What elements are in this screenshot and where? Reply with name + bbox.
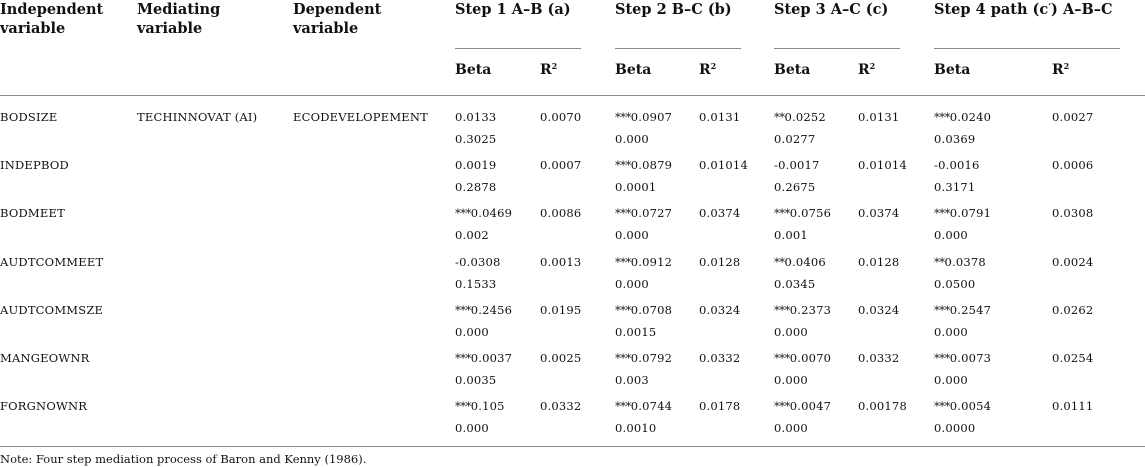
beta-cell [615,255,672,269]
p-value: 0.000 [615,276,649,291]
r-squared-value: 0.0131 [699,110,741,124]
significance-stars: *** [934,351,950,365]
subheader-beta-4: Beta [934,62,971,78]
p-value: 0.003 [615,373,649,387]
r-squared-value: 0.0262 [1052,302,1094,317]
p-value: 0.3025 [455,132,497,146]
p-value: 0.000 [455,421,489,436]
beta-value: 0.0252 [784,110,826,124]
r-label: R [1052,62,1064,78]
r-squared-value: 0.0195 [540,302,582,317]
p-value: 0.0015 [615,324,657,339]
beta-value: 0.0378 [944,254,986,269]
row-independent-variable: FORGNOWNR [0,399,88,414]
header-step-1: Step 1 A–B (a) [455,1,571,18]
beta-cell [934,206,991,220]
header-step-4-prime: ’ [1048,1,1052,11]
beta-cell [934,110,991,124]
beta-cell [615,351,672,365]
significance-stars: *** [615,206,631,221]
beta-value: 0.0469 [470,206,513,221]
r-squared-value: 0.0374 [699,206,741,221]
subheader-r2-4 [1052,62,1069,78]
beta-cell [615,110,672,124]
r-sup: 2 [551,61,558,71]
r-squared-value: 0.0070 [540,110,582,124]
beta-cell [455,351,512,365]
r-squared-value: 0.0324 [699,302,741,317]
significance-stars: *** [774,399,790,414]
beta-value: 0.0054 [949,399,992,414]
p-value: 0.0010 [615,421,657,436]
p-value: 0.1533 [455,276,497,291]
p-value: 0.000 [774,324,808,339]
r-label: R [858,62,870,78]
beta-cell [455,303,512,317]
header-independent-variable [0,0,120,38]
significance-stars: *** [934,110,950,124]
significance-stars: *** [615,110,631,124]
p-value: 0.001 [774,228,808,243]
beta-value: 0.0037 [470,351,513,365]
subheader-beta-2: Beta [615,62,652,78]
beta-cell [774,206,831,220]
beta-value: -0.0017 [774,158,820,173]
beta-value: 0.105 [470,399,505,414]
p-value: 0.000 [774,421,808,436]
header-mediating-variable: Mediating variable [137,1,221,37]
beta-value: 0.2456 [470,302,513,317]
beta-value: 0.0792 [630,351,673,365]
beta-cell [615,303,672,317]
header-step-4 [934,0,1113,19]
beta-cell [774,110,826,124]
beta-value: 0.0912 [630,254,673,269]
significance-stars: *** [455,302,471,317]
subheader-beta-1: Beta [455,62,492,78]
beta-cell [774,399,831,413]
row-mediating-variable: TECHINNOVAT (AI) [137,110,258,124]
p-value: 0.000 [934,324,968,339]
significance-stars: *** [615,254,631,269]
significance-stars: *** [774,351,790,365]
r-squared-value: 0.0086 [540,206,582,221]
significance-stars: *** [774,302,790,317]
beta-cell [934,255,986,269]
beta-value: 0.0744 [630,399,673,414]
header-independent-line: Independent variable [0,1,104,37]
r-squared-value: 0.0254 [1052,351,1094,365]
row-independent-variable: INDEPBOD [0,158,69,173]
r-squared-value: 0.0308 [1052,206,1094,221]
r-label: R [540,62,552,78]
header-step-2: Step 2 B–C (b) [615,1,732,18]
p-value: 0.0345 [774,276,816,291]
p-value: 0.0277 [774,132,816,146]
p-value: 0.000 [615,132,649,146]
r-sup: 2 [710,61,717,71]
beta-cell [615,158,672,172]
p-value: 0.0035 [455,373,497,387]
significance-stars: ** [774,110,785,124]
r-squared-value: 0.0324 [858,302,900,317]
row-independent-variable: AUDTCOMMSZE [0,302,104,317]
beta-value: 0.0047 [789,399,832,414]
p-value: 0.0001 [615,180,657,195]
beta-value: 0.0073 [949,351,992,365]
p-value: 0.002 [455,228,489,243]
table-note: Note: Four step mediation process of Baron and Kenny (1986). [0,452,367,466]
p-value: 0.000 [615,228,649,243]
r-squared-value: 0.01014 [699,158,748,173]
p-value: 0.0500 [934,276,976,291]
r-squared-value: 0.0007 [540,158,582,173]
row-dependent-variable: ECODEVELOPEMENT [293,110,429,124]
r-squared-value: 0.0332 [540,399,582,414]
beta-value: -0.0308 [455,254,501,269]
subheader-r2-1 [540,62,557,78]
significance-stars: ** [774,254,785,269]
beta-cell [934,399,991,413]
beta-cell [615,399,672,413]
significance-stars: *** [455,206,471,221]
beta-value: 0.0756 [789,206,832,221]
beta-cell [455,255,501,269]
r-squared-value: 0.00178 [858,399,907,414]
header-dependent-variable: Dependent variable [293,1,382,37]
significance-stars: *** [455,351,471,365]
beta-value: 0.0019 [455,158,497,173]
header-step-4-pre: Step 4 path (c [934,1,1049,18]
r-squared-value: 0.0131 [858,110,900,124]
r-label: R [699,62,711,78]
r-squared-value: 0.0332 [699,351,741,365]
subheader-r2-3 [858,62,875,78]
r-squared-value: 0.0332 [858,351,900,365]
beta-cell [615,206,672,220]
r-sup: 2 [1063,61,1070,71]
significance-stars: *** [774,206,790,221]
beta-value: 0.0708 [630,302,673,317]
r-squared-value: 0.01014 [858,158,907,173]
beta-value: 0.2373 [789,302,832,317]
p-value: 0.000 [934,373,968,387]
header-bottom-rule [0,95,1145,96]
significance-stars: ** [934,254,945,269]
table-bottom-rule [0,446,1145,447]
beta-cell [774,158,820,172]
r-squared-value: 0.0374 [858,206,900,221]
beta-value: -0.0016 [934,158,980,173]
beta-cell [455,110,496,124]
significance-stars: *** [615,399,631,414]
r-sup: 2 [869,61,876,71]
header-step-3: Step 3 A–C (c) [774,1,889,18]
beta-value: 0.0070 [789,351,832,365]
beta-cell [455,206,512,220]
p-value: 0.000 [934,228,968,243]
significance-stars: *** [934,399,950,414]
beta-value: 0.0133 [455,110,497,124]
beta-value: 0.0727 [630,206,673,221]
significance-stars: *** [615,351,631,365]
beta-cell [455,399,505,413]
r-squared-value: 0.0128 [699,254,741,269]
subheader-beta-3: Beta [774,62,811,78]
step-3-underline [774,48,900,49]
beta-cell [774,303,831,317]
r-squared-value: 0.0025 [540,351,582,365]
header-step-4-post: ) A–B–C [1051,1,1113,18]
r-squared-value: 0.0024 [1052,254,1094,269]
r-squared-value: 0.0006 [1052,158,1094,173]
row-independent-variable: BODSIZE [0,110,58,124]
beta-cell [774,255,826,269]
significance-stars: *** [934,302,950,317]
row-independent-variable: MANGEOWNR [0,351,90,365]
subheader-r2-2 [699,62,716,78]
step-1-underline [455,48,581,49]
p-value: 0.0369 [934,132,976,146]
beta-cell [455,158,496,172]
p-value: 0.3171 [934,180,976,195]
row-independent-variable: AUDTCOMMEET [0,254,104,269]
r-squared-value: 0.0128 [858,254,900,269]
beta-value: 0.2547 [949,302,992,317]
beta-cell [934,158,980,172]
p-value: 0.000 [455,324,489,339]
beta-cell [934,303,991,317]
row-independent-variable: BODMEET [0,206,65,221]
r-squared-value: 0.0013 [540,254,582,269]
p-value: 0.2675 [774,180,816,195]
significance-stars: *** [615,158,631,173]
step-2-underline [615,48,741,49]
beta-cell [774,351,831,365]
r-squared-value: 0.0027 [1052,110,1094,124]
significance-stars: *** [455,399,471,414]
p-value: 0.000 [774,373,808,387]
p-value: 0.2878 [455,180,497,195]
significance-stars: *** [934,206,950,221]
significance-stars: *** [615,302,631,317]
r-squared-value: 0.0111 [1052,399,1094,414]
beta-value: 0.0879 [630,158,673,173]
beta-cell [934,351,991,365]
beta-value: 0.0240 [949,110,992,124]
p-value: 0.0000 [934,421,976,436]
r-squared-value: 0.0178 [699,399,741,414]
beta-value: 0.0791 [949,206,992,221]
beta-value: 0.0406 [784,254,826,269]
step-4-underline [934,48,1120,49]
beta-value: 0.0907 [630,110,673,124]
